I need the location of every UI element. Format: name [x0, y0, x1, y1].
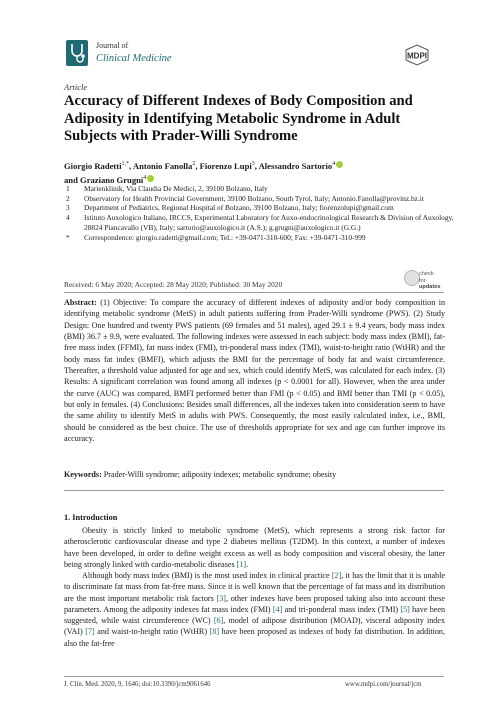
- affiliation-text: Department of Pediatrics, Regional Hospital of Bolzano, 39100 Bolzano, Italy; fiorenzolupi@gmail.com: [84, 203, 394, 213]
- footer-url[interactable]: www.mdpi.com/journal/jcm: [345, 681, 422, 688]
- paragraph: Although body mass index (BMI) is the most used index in clinical practice [2], it has the limit that it is unable to discriminate fat mass from fat-free mass. Since it is well known that the percentage of fat mass and its distribution are the most important metabolic risk factors [3], other indexes have been proposed taking also into account these parameters. Among the adiposity indexes fat mass index (FMI) [4] and tri-ponderal mass index (TMI) [5] have been suggested, while waist circumference (WC) [6], model of adipose distribution (MOAD), visceral adiposity index (VAI) [7] and waist-to-height ratio (WtHR) [8] have been proposed as indexes of body fat distribution. In addition, also the fat-free: [64, 571, 446, 648]
- affiliation-text: Observatory for Health Provincial Government, 39100 Bolzano, South Tyrol, Italy; Antonio.Fanolla@provinz.bz.it: [84, 193, 424, 203]
- citation-link[interactable]: [4]: [272, 604, 283, 614]
- citation-link[interactable]: [5]: [400, 604, 410, 614]
- svg-text:MDPI: MDPI: [407, 51, 427, 61]
- keywords: [64, 469, 445, 480]
- journal-title: Clinical Medicine: [96, 53, 172, 64]
- divider: [64, 292, 444, 293]
- correspondence-item: [64, 233, 454, 243]
- orcid-icon[interactable]: [147, 175, 154, 182]
- journal-name: [96, 40, 172, 65]
- paragraph: Obesity is strictly linked to metabolic syndrome (MetS), which represents a strong risk factor for atherosclerotic cardiovascular disease and type 2 diabetes mellitus (T2DM). In this context, a number of indexes have been developed, in order to define weight excess as well as body composition and visceral obesity, the latter being strongly linked with cardio-metabolic diseases [1].: [64, 526, 445, 569]
- citation-link[interactable]: [1]: [236, 559, 247, 569]
- divider: [64, 490, 444, 491]
- publication-dates: Received: 6 May 2020; Accepted: 28 May 2020; Published: 30 May 2020: [64, 280, 283, 289]
- affiliation-number: 2: [66, 193, 70, 203]
- article-title: Accuracy of Different Indexes of Body Composition and Adiposity in Identifying Metabolic Syndrome in Adult Subjects with Prader-Willi Syndrome: [64, 93, 413, 145]
- stethoscope-logo-icon: [66, 40, 88, 66]
- author-sup: 4: [332, 161, 336, 167]
- check-updates-button[interactable]: [404, 269, 441, 291]
- orcid-icon[interactable]: [336, 161, 343, 168]
- author-list: Giorgio Radetti$^{1,*}$, Antonio Fanolla$^2$, Fiorenzo Lupi$^3$, Alessandro Sartorio$^4$ and Graziano Grugni$^4$: [64, 158, 444, 187]
- affiliation-text: Marienklinik, Via Claudia De Medici, 2, 39100 Bolzano, Italy: [84, 184, 268, 193]
- abstract: [64, 297, 445, 444]
- article-type: Article: [64, 82, 88, 92]
- check-updates-icon: [404, 270, 420, 286]
- author-sup: 4: [143, 175, 147, 182]
- keywords-text: Prader-Willi syndrome; adiposity indexes; metabolic syndrome; obesity: [103, 470, 337, 479]
- author-sup: 1,*: [121, 161, 130, 167]
- affiliation-number: 1: [66, 184, 70, 193]
- journal-of-label: Journal of: [96, 41, 129, 50]
- introduction-body: [64, 525, 445, 649]
- author-sup: 2: [192, 161, 196, 167]
- author-name[interactable]: Antonio Fanolla: [132, 160, 193, 171]
- divider: [64, 676, 444, 677]
- citation-link[interactable]: [3]: [216, 593, 226, 603]
- affiliation-item: [64, 203, 454, 213]
- citation-link[interactable]: [6]: [213, 616, 224, 625]
- author-name[interactable]: Fiorenzo Lupi: [199, 160, 252, 171]
- check-updates-label: check for updates: [419, 271, 441, 290]
- footer-citation: J. Clin. Med. 2020, 9, 1646; doi:10.3390/jcm9061646: [64, 681, 211, 688]
- abstract-text: (1) Objective: To compare the accuracy of different indexes of adiposity and/or body composition in identifying metabolic syndrome (MetS) in adult patients suffering from Prader-Willi syndrome (PWS). (2) Study Design: One hundred and twenty PWS patients (69 females and 51 males), aged 29.1 ± 9.4 years, body mass index (BMI) 36.7 ± 9.9, were evaluated. The following indexes were assessed in each subject: body mass index (BMI), fat-free mass index (FFMI), fat mass index (FMI), tri-ponderal mass index (TMI), waist-to-height ratio (WtHR) and the body mass fat index (BMFI), which adjusts the BMI for the percentage of body fat and waist circumference. Thereafter, a threshold value adjusted for age and sex, which could identify MetS, was calculated for each index. (3) Results: A significant correlation was found among all indexes (p < 0.0001 for all). However, when the area under the curve (AUC) was compared, BMFI performed better than FMI (p < 0.05) and BMI better than TMI (p < 0.05), but only in females. (4) Conclusions: Besides small differences, all the indexes taken into consideration seem to have the same ability to identify MetS in adults with PWS. Consequently, the most easily calculated index, i.e., BMI, should be considered as the best choice. The use of thresholds appropriate for sex and age can further improve its accuracy.: [64, 298, 445, 444]
- section-heading: 1. Introduction: [64, 513, 118, 522]
- citation-link[interactable]: [7]: [85, 627, 95, 637]
- affiliation-item: [64, 213, 454, 232]
- affiliation-number: 3: [66, 203, 70, 213]
- affiliation-list: [64, 184, 454, 242]
- affiliation-number: *: [66, 232, 70, 242]
- affiliation-item: [64, 184, 454, 194]
- affiliation-number: 4: [66, 213, 70, 223]
- author-name[interactable]: Alessandro Sartorio: [258, 160, 333, 171]
- abstract-label: Abstract:: [64, 298, 97, 307]
- citation-link[interactable]: [2]: [331, 571, 342, 580]
- author-name[interactable]: Graziano Grugni: [80, 175, 144, 186]
- mdpi-logo-icon: [400, 44, 434, 66]
- affiliation-text: Istituto Auxologico Italiano, IRCCS, Experimental Laboratory for Auxo-endocrinological Research & Division of Auxology, 28824 Piancavallo (VB), Italy; sartorio@auxologico.it (A.S.); g.grugni@auxologico.it (G.G.): [84, 213, 454, 232]
- affiliation-item: [64, 194, 454, 204]
- author-name[interactable]: Giorgio Radetti: [64, 160, 122, 171]
- citation-link[interactable]: [8]: [209, 627, 220, 637]
- keywords-label: Keywords:: [64, 470, 102, 479]
- author-sup: 3: [251, 161, 255, 167]
- correspondence-text: Correspondence: giorgio.radetti@gmail.com; Tel.: +39-0471-310-600; Fax: +39-0471-310-999: [84, 232, 366, 242]
